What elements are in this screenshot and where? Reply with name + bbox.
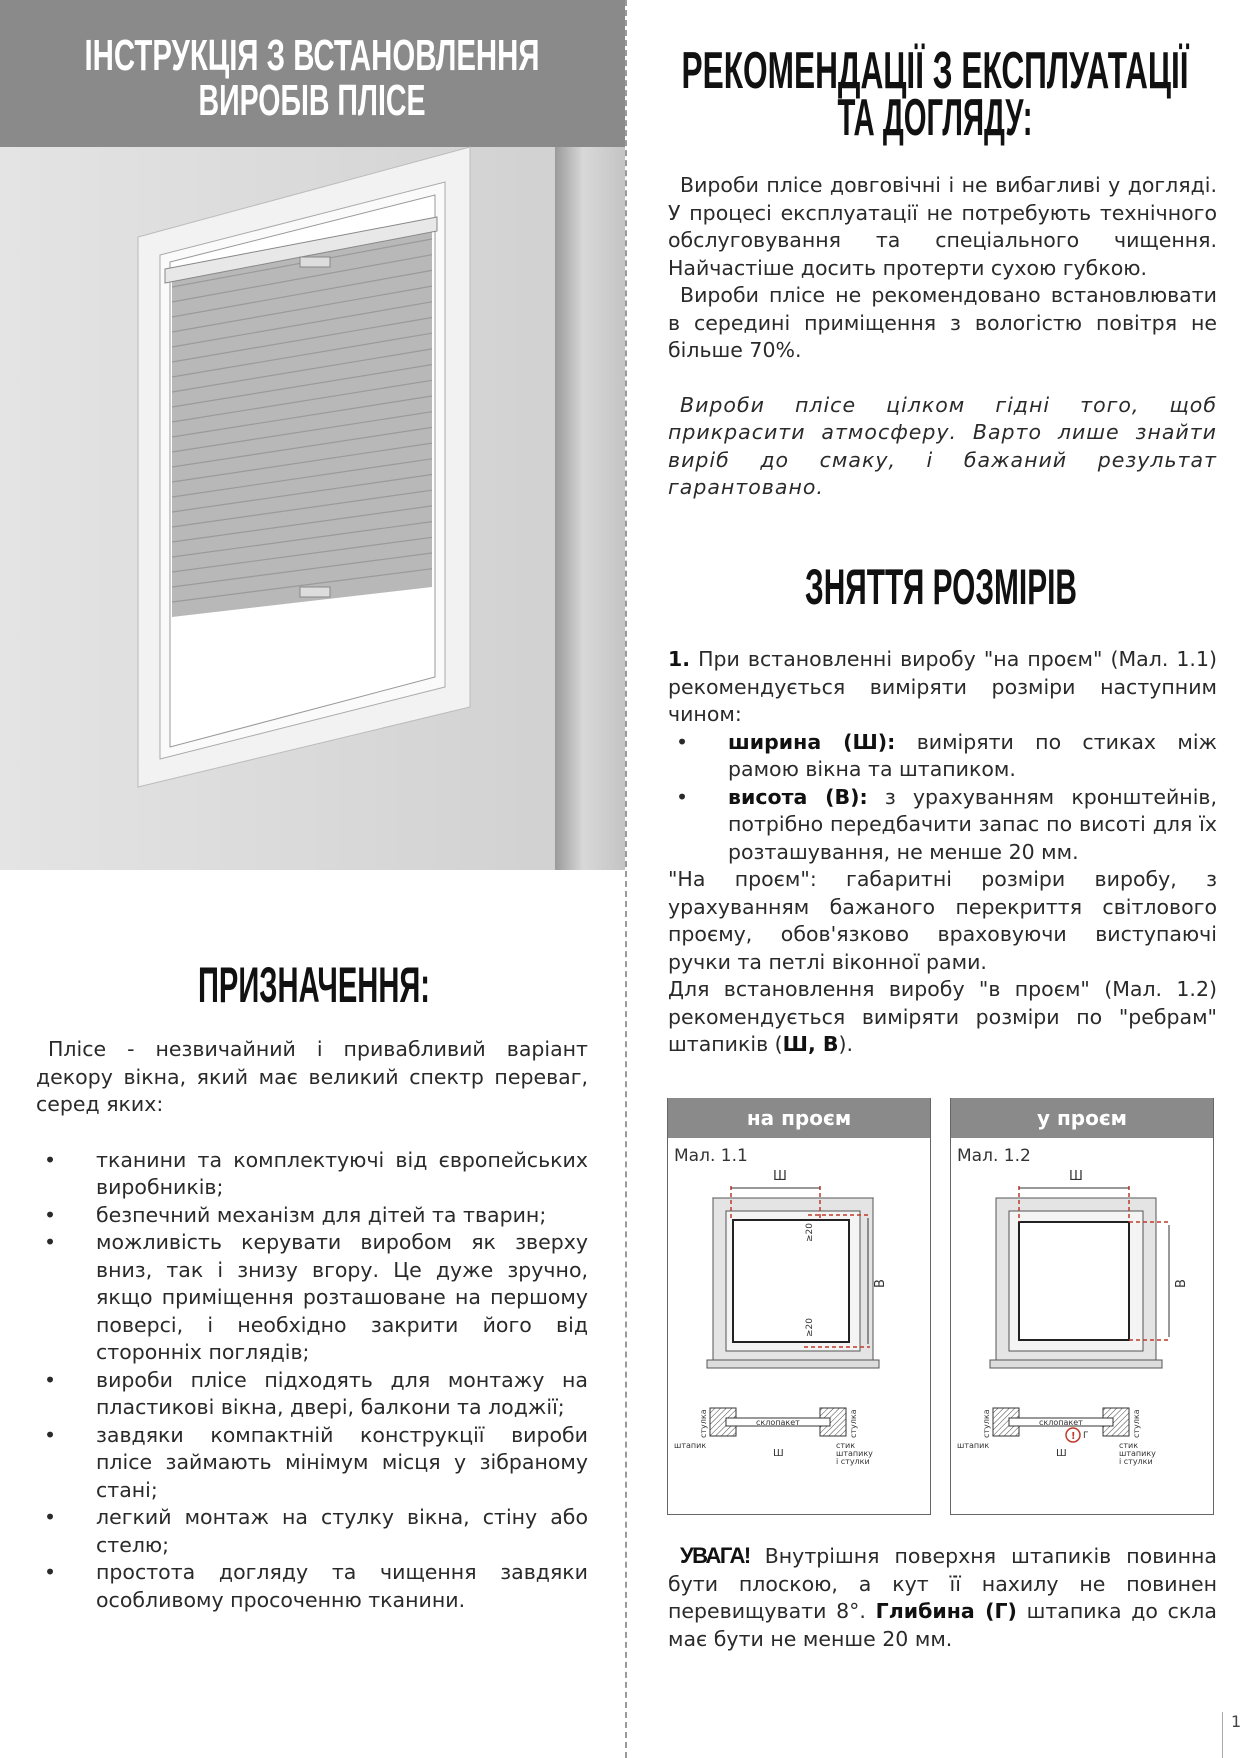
left-header-band [0, 0, 625, 147]
sash-label-right: стулка [1132, 1409, 1141, 1438]
svg-text:Ш: Ш [773, 1169, 787, 1184]
list-item: • простота догляду та чищення завдяки особливому просоченню тканини. [36, 1559, 588, 1614]
figure-label: Мал. 1.1 [674, 1146, 748, 1166]
attention-note: УВАГА! Внутрішня поверхня штапиків повинна бути плоскою, а кут її нахилу не повинен перевищувати 8°. Глибина (Г) штапика до скла має бути не менше 20 мм. [668, 1543, 1217, 1651]
pleated-fabric [172, 227, 432, 617]
svg-text:стик: стик [836, 1441, 856, 1450]
doc-title-line2: ВИРОБІВ ПЛІСЕ [198, 76, 426, 125]
list-item: • завдяки компактній конструкції вироби плісе займають мінімум місця у зібраному стані; [36, 1422, 588, 1505]
svg-text:і стулки: і стулки [836, 1457, 870, 1466]
list-item: • висота (В): з урахуванням кронштейнів, потрібно передбачити запас по висоті для їх розташування, не менше 20 мм. [668, 784, 1217, 867]
svg-text:Г: Г [1083, 1431, 1089, 1441]
doc-title-line1: ІНСТРУКЦІЯ З ВСТАНОВЛЕННЯ [84, 31, 540, 80]
diagram-head: на проєм [668, 1098, 930, 1138]
sash-label-left: стулка [699, 1409, 708, 1438]
measure-section [668, 646, 1217, 1059]
svg-text:Ш: Ш [1056, 1448, 1067, 1459]
svg-text:стик: стик [1119, 1441, 1139, 1450]
svg-text:склопакет: склопакет [1039, 1418, 1083, 1427]
figure-label: Мал. 1.2 [957, 1146, 1031, 1166]
care-title-line1: РЕКОМЕНДАЦІЇ З ЕКСПЛУАТАЦІЇ [681, 42, 1190, 100]
svg-text:!: ! [1071, 1431, 1076, 1442]
svg-text:В: В [873, 1279, 888, 1288]
window-diagram-1 [668, 1138, 930, 1514]
diagram-na-proem [667, 1098, 931, 1515]
pleated-blind-photo [0, 147, 625, 870]
svg-text:штапику: штапику [1119, 1449, 1156, 1458]
svg-text:≥20: ≥20 [805, 1223, 815, 1242]
purpose-heading [0, 950, 625, 1013]
window-diagram-2 [951, 1138, 1213, 1514]
benefits-list [36, 1147, 588, 1615]
svg-text:≥20: ≥20 [805, 1318, 815, 1337]
diagram-u-proem [950, 1098, 1214, 1515]
svg-text:штапик: штапик [674, 1441, 707, 1450]
list-item: • можливість керувати виробом як зверху вниз, так і знизу вгору. Це дуже зручно, якщо приміщення розташоване на першому поверсі, і необхідно закрити його від сторонніх поглядів; [36, 1229, 588, 1367]
care-p3: Вироби плісе цілком гідні того, щоб прикрасити атмосферу. Варто лише знайти виріб до смаку, і бажаний результат гарантовано. [668, 392, 1217, 499]
svg-text:Ш: Ш [1069, 1169, 1083, 1184]
list-item: • легкий монтаж на стулку вікна, стіну або стелю; [36, 1504, 588, 1559]
measure-list [668, 729, 1217, 867]
measure-intro: 1. При встановленні виробу "на проєм" (Мал. 1.1) рекомендується виміряти розміри наступним чином: [668, 647, 1217, 726]
sash-label-right: стулка [849, 1409, 858, 1438]
care-p1: Вироби плісе довговічні і не вибагливі у догляді. У процесі експлуатації не потребують технічного обслуговування та спеціального чищення. Найчастіше досить протерти сухою губкою. [668, 173, 1217, 280]
measure-na: "На проєм": габаритні розміри виробу, з урахуванням бажаного перекриття світлового проєму, обов'язково враховуючи виступаючі ручки та петлі віконної рами. [668, 867, 1217, 974]
svg-text:штапику: штапику [836, 1449, 873, 1458]
list-item: • тканини та комплектуючі від європейських виробників; [36, 1147, 588, 1202]
svg-text:і стулки: і стулки [1119, 1457, 1153, 1466]
measure-title: ЗНЯТТЯ РОЗМІРІВ [805, 559, 1077, 615]
sash-label-left: стулка [982, 1409, 991, 1438]
purpose-section [36, 1036, 588, 1614]
measure-v: Для встановлення виробу "в проєм" (Мал. 1.2) рекомендується виміряти розміри по "ребрам" штапиків (Ш, В). [668, 977, 1217, 1056]
svg-text:Ш: Ш [773, 1448, 784, 1459]
column-divider [625, 0, 627, 1758]
care-section [668, 172, 1217, 502]
care-p2: Вироби плісе не рекомендовано встановлювати в середині приміщення з вологістю повітря не більше 70%. [668, 283, 1217, 362]
svg-text:штапик: штапик [957, 1441, 990, 1450]
care-title-line2: ТА ДОГЛЯДУ: [837, 89, 1033, 147]
purpose-title: ПРИЗНАЧЕННЯ: [198, 957, 430, 1013]
list-item: • ширина (Ш): виміряти по стиках між рамою вікна та штапиком. [668, 729, 1217, 784]
care-heading [640, 40, 1240, 147]
diagram-head: у проєм [951, 1098, 1213, 1138]
list-item: • безпечний механізм для дітей та тварин; [36, 1202, 588, 1230]
svg-text:склопакет: склопакет [756, 1418, 800, 1427]
attention-label: УВАГА! [680, 1543, 750, 1568]
purpose-intro: Плісе - незвичайний і привабливий варіант декору вікна, який має великий спектр переваг, серед яких: [36, 1037, 588, 1116]
list-item: • вироби плісе підходять для монтажу на пластикові вікна, двері, балкони та лоджії; [36, 1367, 588, 1422]
svg-text:В: В [1174, 1279, 1189, 1288]
measure-heading [640, 556, 1240, 615]
page-number: 1 [1222, 1712, 1241, 1758]
